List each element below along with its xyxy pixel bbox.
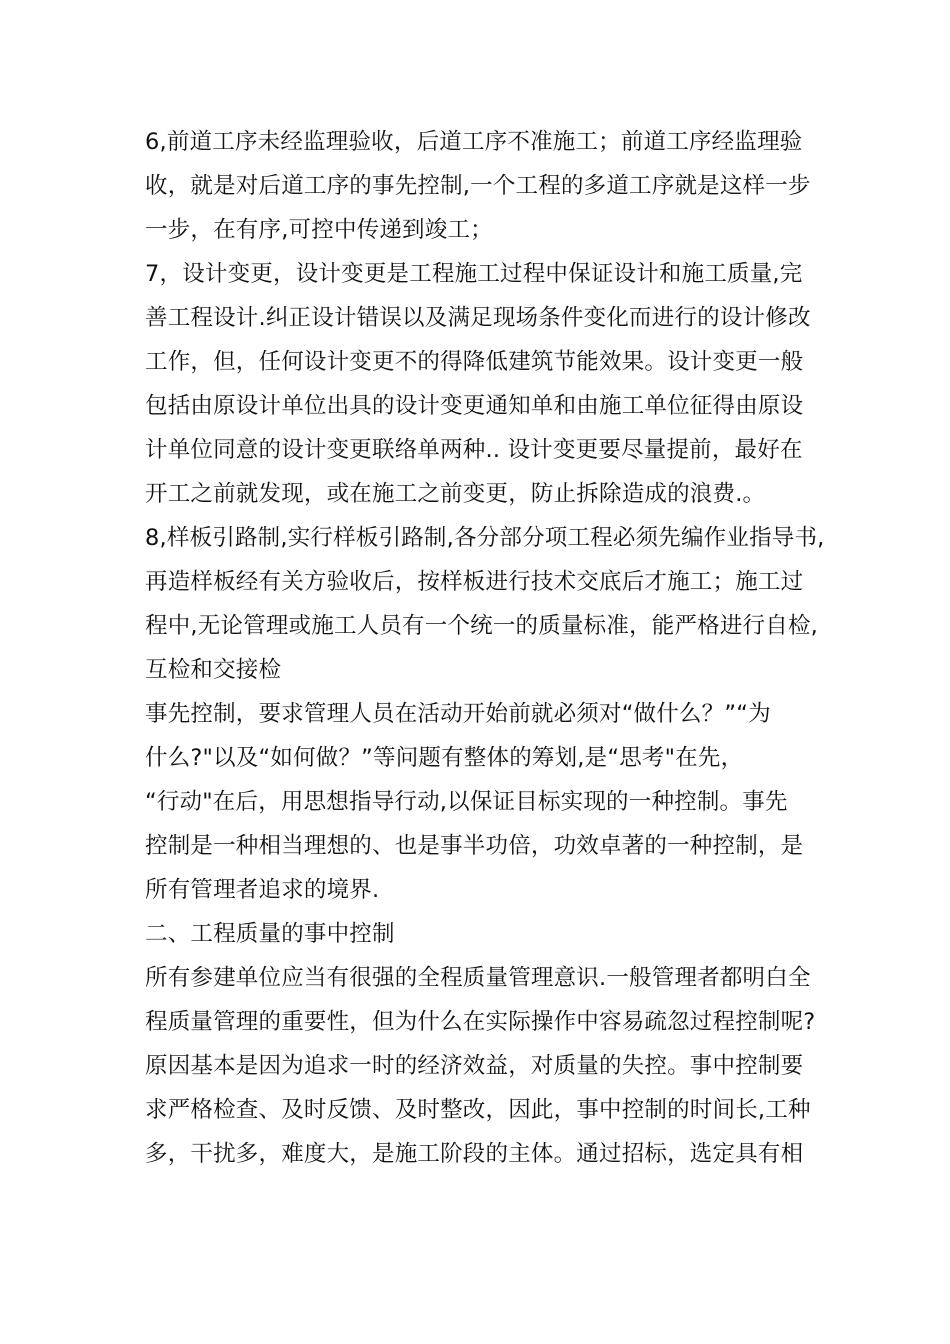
text-line: 8,样板引路制,实行样板引路制,各分部分项工程必须先编作业指导书, bbox=[145, 525, 825, 551]
text-line: “行动"在后，用思想指导行动,以保证目标实现的一种控制。事先 bbox=[145, 789, 788, 815]
text-line: 收，就是对后道工序的事先控制,一个工程的多道工序就是这样一步 bbox=[145, 173, 811, 199]
text-line: 多，干扰多，难度大，是施工阶段的主体。通过招标，选定具有相 bbox=[145, 1141, 804, 1167]
text-line: 善工程设计.纠正设计错误以及满足现场条件变化而进行的设计修改 bbox=[145, 305, 811, 331]
text-line: 互检和交接检 bbox=[145, 657, 282, 683]
text-line: 7，设计变更，设计变更是工程施工过程中保证设计和施工质量,完 bbox=[145, 261, 803, 287]
text-line: 所有管理者追求的境界. bbox=[145, 877, 380, 903]
text-line: 开工之前就发现，或在施工之前变更，防止拆除造成的浪费.。 bbox=[145, 481, 766, 507]
section-heading: 二、工程质量的事中控制 bbox=[145, 921, 395, 947]
text-line: 6,前道工序未经监理验收，后道工序不准施工；前道工序经监理验 bbox=[145, 129, 803, 155]
text-line: 程中,无论管理或施工人员有一个统一的质量标准，能严格进行自检, bbox=[145, 613, 819, 639]
text-line: 原因基本是因为追求一时的经济效益，对质量的失控。事中控制要 bbox=[145, 1053, 804, 1079]
text-line: 包括由原设计单位出具的设计变更通知单和由施工单位征得由原设 bbox=[145, 393, 804, 419]
text-line: 什么?"以及“如何做？”等问题有整体的筹划,是“思考"在先， bbox=[145, 745, 744, 771]
text-line: 再造样板经有关方验收后，按样板进行技术交底后才施工；施工过 bbox=[145, 569, 804, 595]
text-line: 求严格检查、及时反馈、及时整改，因此，事中控制的时间长,工种 bbox=[145, 1097, 811, 1123]
text-line: 一步，在有序,可控中传递到竣工； bbox=[145, 217, 493, 243]
text-line: 控制是一种相当理想的、也是事半功倍，功效卓著的一种控制，是 bbox=[145, 833, 804, 859]
text-line: 程质量管理的重要性，但为什么在实际操作中容易疏忽过程控制呢? bbox=[145, 1009, 816, 1035]
text-line: 事先控制，要求管理人员在活动开始前就必须对“做什么？”“为 bbox=[145, 701, 771, 727]
text-line: 计单位同意的设计变更联络单两种.. 设计变更要尽量提前，最好在 bbox=[145, 437, 803, 463]
text-line: 所有参建单位应当有很强的全程质量管理意识.一般管理者都明白全 bbox=[145, 965, 811, 991]
text-line: 工作，但，任何设计变更不的得降低建筑节能效果。设计变更一般 bbox=[145, 349, 804, 375]
